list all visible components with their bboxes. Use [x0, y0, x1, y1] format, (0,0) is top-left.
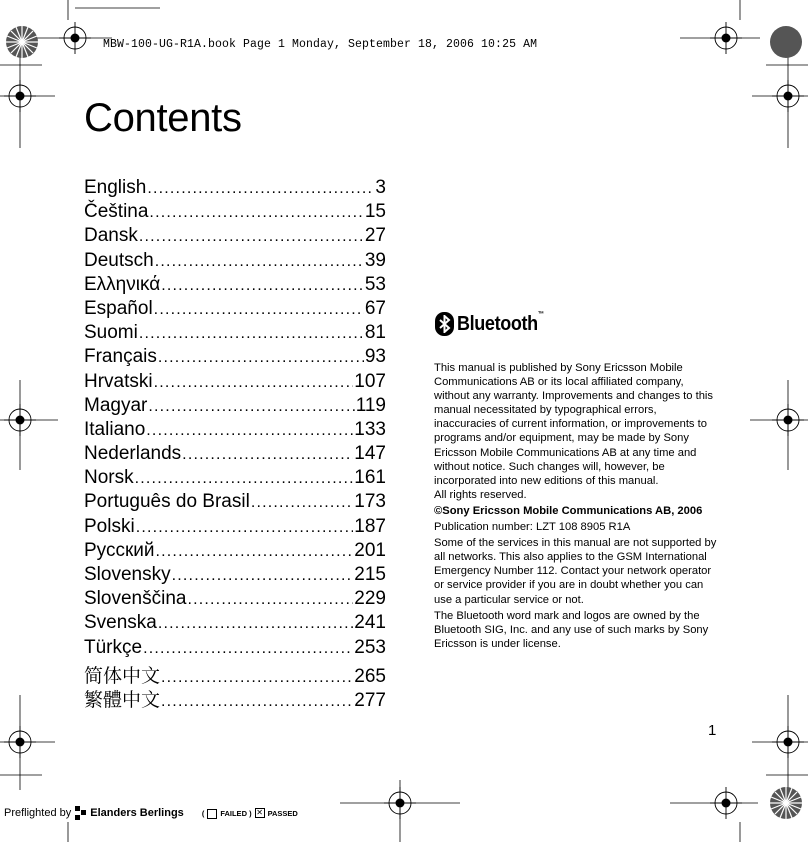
- toc-entry[interactable]: [84, 274, 386, 298]
- toc-entry-language: Türkçe: [84, 636, 143, 658]
- bluetooth-word: Bluetooth: [457, 312, 538, 335]
- toc-entry-page: 265: [354, 665, 386, 687]
- toc-entry[interactable]: [84, 637, 386, 661]
- toc-entry-language: Magyar: [84, 394, 148, 416]
- toc-entry-page: 187: [354, 515, 386, 537]
- copyright-notice: ©Sony Ericsson Mobile Communications AB, 2006: [434, 504, 703, 517]
- publication-number: Publication number: LZT 108 8905 R1A: [434, 521, 631, 534]
- bluetooth-rune-icon: [435, 312, 454, 336]
- toc-leader-dots: [154, 374, 354, 392]
- toc-entry[interactable]: [84, 201, 386, 225]
- toc-entry-language: Suomi: [84, 322, 138, 344]
- passed-label: PASSED: [267, 808, 298, 818]
- toc-entry[interactable]: [84, 419, 386, 443]
- toc-entry-page: 27: [364, 225, 386, 247]
- toc-leader-dots: [143, 640, 353, 658]
- publisher-disclaimer: [434, 361, 719, 502]
- toc-entry[interactable]: [84, 443, 386, 467]
- toc-entry[interactable]: [84, 661, 386, 685]
- bluetooth-wordmark: [457, 310, 544, 336]
- toc-entry-language: English: [84, 177, 147, 198]
- toc-entry-page: 3: [375, 177, 386, 198]
- toc-entry-page: 15: [364, 201, 386, 223]
- toc-leader-dots: [139, 228, 364, 246]
- toc-leader-dots: [161, 693, 353, 711]
- toc-leader-dots: [139, 325, 364, 343]
- toc-leader-dots: [154, 301, 364, 319]
- toc-entry-page: 229: [354, 588, 386, 610]
- toc-entry-language: Svenska: [84, 612, 157, 634]
- toc-entry-page: 161: [354, 467, 386, 489]
- toc-entry-page: 93: [364, 346, 386, 368]
- toc-entry-language: Français: [84, 346, 157, 368]
- failed-label: FAILED ): [220, 808, 252, 818]
- toc-leader-dots: [155, 253, 364, 271]
- toc-leader-dots: [135, 470, 354, 488]
- toc-entry-page: 133: [354, 418, 386, 440]
- toc-entry-page: 277: [354, 689, 386, 711]
- toc-entry[interactable]: [84, 588, 386, 612]
- toc-entry-language: 简体中文: [84, 665, 161, 687]
- toc-entry-page: 39: [364, 249, 386, 271]
- toc-entry-language: Norsk: [84, 467, 134, 489]
- toc-entry[interactable]: [84, 250, 386, 274]
- toc-entry[interactable]: [84, 564, 386, 588]
- toc-entry[interactable]: [84, 346, 386, 370]
- preflight-footer: [4, 806, 298, 820]
- toc-entry-language: Nederlands: [84, 443, 182, 465]
- toc-leader-dots: [251, 494, 353, 512]
- toc-entry-page: 107: [354, 370, 386, 392]
- toc-entry[interactable]: [84, 540, 386, 564]
- toc-entry[interactable]: [84, 225, 386, 249]
- toc-leader-dots: [146, 422, 353, 440]
- bluetooth-logo: [435, 312, 553, 336]
- toc-leader-dots: [158, 349, 364, 367]
- toc-entry[interactable]: [84, 491, 386, 515]
- toc-entry[interactable]: [84, 685, 386, 709]
- page-number: 1: [708, 722, 717, 739]
- book-header-line: MBW-100-UG-R1A.book Page 1 Monday, September 18, 2006 10:25 AM: [103, 38, 538, 51]
- toc-entry-language: Русский: [84, 539, 155, 561]
- toc-leader-dots: [161, 277, 364, 295]
- toc-entry-page: 241: [354, 612, 386, 634]
- toc-entry-page: 119: [355, 394, 386, 416]
- preflight-brand: Elanders Berlings: [90, 807, 184, 819]
- rights-reserved: All rights reserved.: [434, 488, 527, 501]
- toc-entry-language: Deutsch: [84, 249, 154, 271]
- page-title: Contents: [84, 96, 242, 140]
- preflight-label: Preflighted by: [4, 807, 72, 819]
- toc-leader-dots: [147, 180, 374, 198]
- toc-leader-dots: [158, 615, 353, 633]
- toc-entry-page: 147: [354, 443, 386, 465]
- toc-leader-dots: [172, 567, 354, 585]
- toc-entry-page: 67: [364, 297, 386, 319]
- toc-entry-language: Slovenščina: [84, 588, 187, 610]
- toc-entry-language: Italiano: [84, 418, 146, 440]
- passed-checkbox: ✕: [256, 808, 263, 817]
- toc-leader-dots: [136, 519, 354, 537]
- toc-leader-dots: [182, 446, 353, 464]
- trademark-symbol: ™: [537, 310, 544, 318]
- toc-leader-dots: [156, 543, 354, 561]
- toc-entry-page: 215: [354, 564, 386, 585]
- toc-entry[interactable]: [84, 395, 386, 419]
- legal-notice: [434, 361, 719, 653]
- toc-entry-language: Dansk: [84, 225, 138, 247]
- toc-entry-language: Ελληνικά: [84, 273, 161, 295]
- bluetooth-trademark-notice: The Bluetooth word mark and logos are owned by the Bluetooth SIG, Inc. and any use of such marks by Sony Ericsson is under license.: [434, 609, 709, 650]
- toc-leader-dots: [148, 398, 354, 416]
- toc-entry-language: Polski: [84, 515, 135, 537]
- toc-entry-language: 繁體中文: [84, 689, 161, 711]
- toc-entry-page: 173: [354, 491, 386, 513]
- elanders-logo-icon: [75, 806, 87, 820]
- toc-entry[interactable]: [84, 298, 386, 322]
- failed-checkbox: [207, 809, 217, 819]
- network-services-notice: Some of the services in this manual are not supported by all networks. This also applies to the GSM International Emergency Number 112. Contact your network operator or service provider if you are in doubt whether you can use a particular service or not.: [434, 537, 717, 606]
- disclaimer-text: This manual is published by Sony Ericsson Mobile Communications AB or its local affiliated company, without any warranty. Improvements and changes to this manual necessitated by typographical errors, inaccuracies of current information, or improvements to programs and/or equipment, may be made by Sony Ericsson Mobile Communications AB at any time and without notice. Such changes will, however, be incorporated into new editions of this manual.: [434, 362, 713, 487]
- status-paren: (: [201, 808, 205, 818]
- toc-leader-dots: [161, 669, 353, 687]
- toc-entry[interactable]: [84, 322, 386, 346]
- toc-entry[interactable]: [84, 371, 386, 395]
- toc-entry-language: Slovensky: [84, 564, 171, 585]
- toc-entry-language: Português do Brasil: [84, 491, 250, 513]
- toc-entry[interactable]: [84, 177, 386, 201]
- toc-leader-dots: [187, 591, 353, 609]
- toc-entry[interactable]: [84, 467, 386, 491]
- table-of-contents: [84, 177, 386, 709]
- toc-entry[interactable]: [84, 516, 386, 540]
- toc-entry-page: 201: [354, 539, 386, 561]
- toc-entry-page: 253: [354, 636, 386, 658]
- toc-entry[interactable]: [84, 612, 386, 636]
- toc-leader-dots: [149, 204, 363, 222]
- toc-entry-language: Español: [84, 297, 153, 319]
- toc-entry-page: 53: [364, 273, 386, 295]
- toc-entry-language: Hrvatski: [84, 370, 153, 392]
- toc-entry-page: 81: [364, 322, 386, 344]
- toc-entry-language: Čeština: [84, 201, 149, 223]
